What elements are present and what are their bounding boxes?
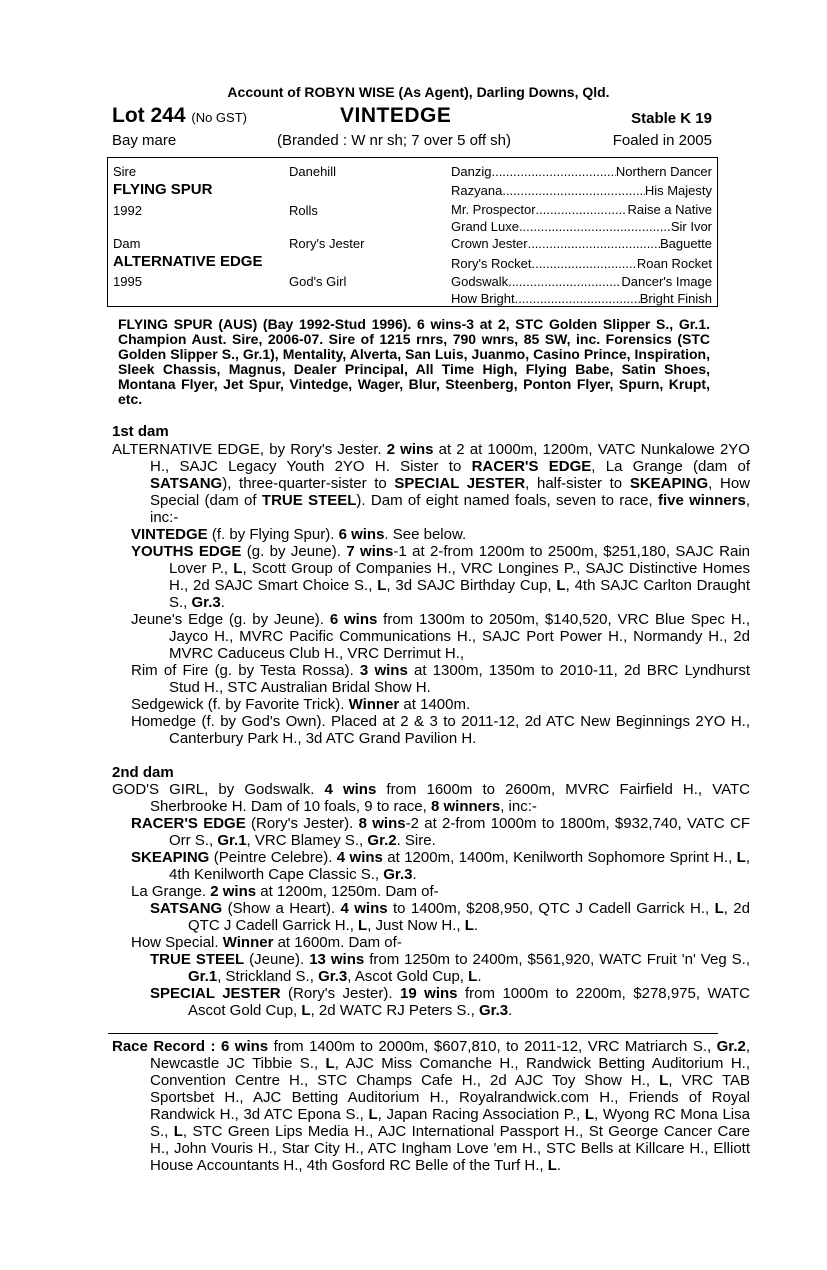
text-run: 4 wins	[324, 781, 377, 798]
first-dam-heading: 1st dam	[112, 423, 169, 440]
text-run: VINTEDGE	[131, 526, 208, 543]
race-record	[112, 1038, 750, 1174]
text-run: Homedge (f. by God's Own). Placed at 2 & 3 to 2011-12, 2d ATC New Beginnings 2YO H., Canterbury Park H., 3d ATC Grand Pavilion H.	[131, 713, 750, 747]
text-run: ALTERNATIVE EDGE, by Rory's Jester.	[112, 441, 387, 458]
text-run: 4 wins	[336, 849, 383, 866]
text-run: L	[368, 1106, 378, 1123]
gp-right: His Majesty	[644, 183, 712, 198]
text-run: Gr.2	[716, 1038, 746, 1055]
text-run: RACER'S EDGE	[131, 815, 246, 832]
text-run: Gr.1	[188, 968, 218, 985]
progeny-entry	[131, 713, 750, 747]
grandparent-row	[451, 202, 712, 217]
text-run: ). Dam of eight named foals, seven to race,	[356, 492, 658, 509]
text-run: (Show a Heart).	[222, 900, 341, 917]
text-run: 6 wins	[338, 526, 385, 543]
text-run: from 1000m to 2200m, $278,975, WATC Ascot Gold Cup,	[188, 985, 750, 1019]
text-run: Jeune's Edge (g. by Jeune).	[131, 611, 330, 628]
text-run: SKEAPING	[131, 849, 210, 866]
progeny-entry	[150, 900, 750, 934]
text-run: , Wyong RC Mona Lisa S.,	[150, 1106, 750, 1140]
gp-right: Northern Dancer	[615, 164, 712, 179]
text-run: from 1250m to 2400m, $561,920, WATC Fruit 'n' Veg S.,	[364, 951, 750, 968]
text-run: Winner	[348, 696, 400, 713]
text-run: YOUTHS EDGE	[131, 543, 242, 560]
text-run: , half-sister to	[525, 475, 630, 492]
text-run: GOD'S GIRL, by Godswalk.	[112, 781, 325, 798]
text-run: L	[358, 917, 368, 934]
text-run: L	[325, 1055, 335, 1072]
text-run: , Newcastle JC Tibbie S.,	[150, 1038, 750, 1072]
text-run: .	[220, 594, 225, 611]
text-run: SPECIAL JESTER	[394, 475, 526, 492]
text-run	[508, 274, 621, 289]
text-run: Sedgewick (f. by Favorite Trick).	[131, 696, 349, 713]
text-run: at 1400m.	[399, 696, 471, 713]
text-run: from 1600m to 2600m, MVRC Fairfield H., VATC Sherbrooke H. Dam of 10 foals, 9 to race,	[150, 781, 750, 815]
text-run	[519, 219, 671, 234]
gp-left: Grand Luxe	[451, 219, 519, 234]
dam-label: Dam	[113, 236, 141, 251]
text-run: TRUE STEEL	[261, 492, 357, 509]
text-run: -1 at 2-from 1200m to 2500m, $251,180, SAJC Rain Lover P.,	[169, 543, 750, 577]
gp-left: Danzig	[451, 164, 492, 179]
text-run: 3 wins	[359, 662, 408, 679]
text-run: from 1300m to 2050m, $140,520, VRC Blue Spec H., Jayco H., MVRC Pacific Communications H., SAJC Port Power H., Normandy H., 2d MVRC Caduceus Club H., VRC Derrimut H.,	[169, 611, 750, 662]
text-run: , VRC Blamey S.,	[246, 832, 368, 849]
text-run: , STC Green Lips Media H., AJC International Passport H., St George Cancer Care H., John Vouris H., Star City H., ATC Ingham Love 'em H., STC Bells at Killcare H., Elliott House Accountants H., 4th Gosford RC Belle of the Turf H.,	[150, 1123, 750, 1174]
sire-dam: Rolls	[289, 203, 318, 218]
progeny-entry	[150, 985, 750, 1019]
text-run: L	[547, 1157, 557, 1174]
first-dam-entry	[112, 441, 750, 526]
foaled-year: Foaled in 2005	[612, 132, 712, 149]
text-run: .	[412, 866, 417, 883]
text-run: 4 wins	[340, 900, 388, 917]
text-run: at 1200m, 1400m, Kenilworth Sophomore Sprint H.,	[382, 849, 737, 866]
text-run: from 1400m to 2000m, $607,810, to 2011-12, VRC Matriarch S.,	[268, 1038, 717, 1055]
gp-left: Razyana	[451, 183, 503, 198]
progeny-entry	[131, 849, 750, 883]
text-run: La Grange.	[131, 883, 211, 900]
grandparent-row	[451, 219, 712, 234]
sire-summary: FLYING SPUR (AUS) (Bay 1992-Stud 1996). 6 wins-3 at 2, STC Golden Slipper S., Gr.1. Champion Aust. Sire, 2006-07. Sire of 1215 rnrs, 790 wnrs, 85 SW, inc. Forensics (STC Golden Slipper S., Gr.1), Mentality, Alverta, San Luis, Juanmo, Casino Prince, Inspiration, Sleek Chassis, Magnus, Dealer Principal, All Time High, Flying Babe, Satin Shoes, Montana Flyer, Jet Spur, Vintedge, Wager, Blur, Steenberg, Ponton Flyer, Spurn, Krupt, etc.	[118, 316, 710, 407]
text-run: Gr.2	[367, 832, 397, 849]
text-run: SPECIAL JESTER	[150, 985, 281, 1002]
text-run: 8 winners	[430, 798, 501, 815]
dam-dam: God's Girl	[289, 274, 347, 289]
text-run: at 1200m, 1250m. Dam of-	[256, 883, 439, 900]
text-run	[536, 202, 628, 217]
text-run: L	[464, 917, 474, 934]
gp-left: Mr. Prospector	[451, 202, 536, 217]
second-dam-entry	[112, 781, 750, 815]
text-run: , Ascot Gold Cup,	[347, 968, 469, 985]
gp-right: Roan Rocket	[636, 256, 712, 271]
text-run: 19 wins	[400, 985, 458, 1002]
text-run: , Scott Group of Companies H., VRC Longines P., SAJC Distinctive Homes H., 2d SAJC Smart Choice S.,	[169, 560, 750, 594]
horse-name: VINTEDGE	[340, 104, 452, 127]
text-run: How Special.	[131, 934, 223, 951]
text-run: L	[301, 1002, 311, 1019]
pedigree-table	[107, 157, 718, 307]
progeny-entry	[131, 611, 750, 662]
text-run: TRUE STEEL	[150, 951, 245, 968]
text-run: 7 wins	[346, 543, 394, 560]
text-run: , Strickland S.,	[217, 968, 319, 985]
text-run: , How Special (dam of	[150, 475, 750, 509]
text-run: 6 wins	[220, 1038, 269, 1055]
progeny-entry	[131, 883, 750, 900]
stable-number: Stable K 19	[631, 110, 712, 127]
text-run: , 2d WATC RJ Peters S.,	[310, 1002, 479, 1019]
gp-right: Bright Finish	[639, 291, 712, 306]
text-run: (g. by Jeune).	[241, 543, 347, 560]
text-run: SKEAPING	[629, 475, 709, 492]
text-run: , inc:-	[150, 492, 750, 526]
text-run: at 2 at 1000m, 1200m, VATC Nunkalowe 2YO H., SAJC Legacy Youth 2YO H. Sister to	[150, 441, 750, 475]
text-run	[532, 256, 637, 271]
brand-info: (Branded : W nr sh; 7 over 5 off sh)	[277, 132, 511, 149]
sire-sire: Danehill	[289, 164, 336, 179]
text-run: ), three-quarter-sister to	[222, 475, 395, 492]
text-run: L	[468, 968, 478, 985]
grandparent-row	[451, 164, 712, 179]
gst-note: (No GST)	[191, 110, 247, 125]
grandparent-row	[451, 256, 712, 271]
text-run: Gr.3	[318, 968, 348, 985]
text-run: .	[477, 968, 482, 985]
text-run: , Just Now H.,	[367, 917, 465, 934]
text-run: , La Grange (dam of	[591, 458, 750, 475]
section-divider	[108, 1033, 718, 1034]
text-run: L	[584, 1106, 595, 1123]
gp-left: Crown Jester	[451, 236, 528, 251]
progeny-entry	[131, 526, 750, 543]
text-run: .	[473, 917, 479, 934]
text-run: , 4th Kenilworth Cape Classic S.,	[169, 849, 750, 883]
text-run: to 1400m, $208,950, QTC J Cadell Garrick H.,	[387, 900, 715, 917]
text-run: at 1300m, 1350m to 2010-11, 2d BRC Lyndhurst Stud H., STC Australian Bridal Show H.	[169, 662, 750, 696]
text-run: 6 wins	[329, 611, 378, 628]
text-run: , Japan Racing Association P.,	[377, 1106, 585, 1123]
text-run: (Peintre Celebre).	[209, 849, 337, 866]
dam-year: 1995	[113, 274, 142, 289]
progeny-entry	[131, 662, 750, 696]
text-run: , 2d QTC J Cadell Garrick H.,	[188, 900, 750, 934]
sire-label: Sire	[113, 164, 137, 179]
gp-right: Raise a Native	[627, 202, 712, 217]
text-run: L	[173, 1123, 183, 1140]
text-run: , VRC TAB Sportsbet H., AJC Betting Auditorium H., Royalrandwick.com H., Friends of Royal Randwick H., 3d ATC Epona S.,	[150, 1072, 751, 1123]
text-run: .	[556, 1157, 562, 1174]
grandparent-row	[451, 274, 712, 289]
progeny-entry	[131, 815, 750, 849]
grandparent-row	[451, 291, 712, 306]
text-run	[515, 291, 640, 306]
text-run: 8 wins	[358, 815, 406, 832]
text-run: Gr.1	[217, 832, 247, 849]
text-run: Race Record :	[112, 1038, 221, 1055]
text-run: SATSANG	[150, 900, 223, 917]
text-run: Gr.3	[191, 594, 221, 611]
text-run: RACER'S EDGE	[471, 458, 592, 475]
text-run: Gr.3	[383, 866, 413, 883]
dam-sire: Rory's Jester	[289, 236, 365, 251]
text-run: 2 wins	[210, 883, 257, 900]
gp-left: How Bright	[451, 291, 515, 306]
dam-name: ALTERNATIVE EDGE	[113, 253, 263, 270]
text-run: SATSANG	[150, 475, 223, 492]
lot-number	[112, 104, 247, 128]
text-run: , 3d SAJC Birthday Cup,	[386, 577, 557, 594]
progeny-entry	[131, 696, 750, 713]
text-run: five winners	[657, 492, 746, 509]
text-run: L	[659, 1072, 669, 1089]
text-run: .	[508, 1002, 513, 1019]
text-run: Rim of Fire (g. by Testa Rossa).	[131, 662, 360, 679]
text-run: (Rory's Jester).	[280, 985, 401, 1002]
text-run: , AJC Miss Comanche H., Randwick Betting Auditorium H., Convention Centre H., STC Champs Cafe H., 2d AJC Toy Show H.,	[150, 1055, 750, 1089]
text-run: (f. by Flying Spur).	[207, 526, 339, 543]
text-run: (Jeune).	[244, 951, 310, 968]
text-run	[528, 236, 660, 251]
sire-name: FLYING SPUR	[113, 181, 213, 198]
text-run: L	[714, 900, 724, 917]
text-run	[491, 164, 615, 179]
text-run: -2 at 2-from 1000m to 1800m, $932,740, VATC CF Orr S.,	[169, 815, 751, 849]
text-run: Winner	[222, 934, 274, 951]
gp-right: Dancer's Image	[621, 274, 712, 289]
text-run: L	[556, 577, 566, 594]
text-run: L	[736, 849, 746, 866]
gp-right: Sir Ivor	[670, 219, 712, 234]
progeny-entry	[131, 934, 750, 951]
vendor-account: Account of ROBYN WISE (As Agent), Darling Downs, Qld.	[227, 84, 610, 100]
sire-year: 1992	[113, 203, 142, 218]
text-run: . Sire.	[396, 832, 436, 849]
gp-left: Rory's Rocket	[451, 256, 532, 271]
grandparent-row	[451, 236, 712, 251]
lot-label: Lot 244	[112, 104, 186, 127]
gp-left: Godswalk	[451, 274, 509, 289]
text-run: Gr.3	[478, 1002, 509, 1019]
gp-right: Baguette	[659, 236, 712, 251]
text-run: (Rory's Jester).	[245, 815, 359, 832]
text-run: at 1600m. Dam of-	[273, 934, 402, 951]
text-run	[502, 183, 645, 198]
progeny-entry	[131, 543, 750, 611]
text-run: 2 wins	[386, 441, 434, 458]
text-run: , 4th SAJC Carlton Draught S.,	[169, 577, 750, 611]
text-run: , inc:-	[500, 798, 537, 815]
text-run: L	[377, 577, 387, 594]
text-run: . See below.	[384, 526, 467, 543]
grandparent-row	[451, 183, 712, 198]
text-run: L	[233, 560, 243, 577]
second-dam-heading: 2nd dam	[112, 764, 174, 781]
horse-sex: Bay mare	[112, 132, 177, 149]
progeny-entry	[150, 951, 750, 985]
text-run: 13 wins	[309, 951, 365, 968]
